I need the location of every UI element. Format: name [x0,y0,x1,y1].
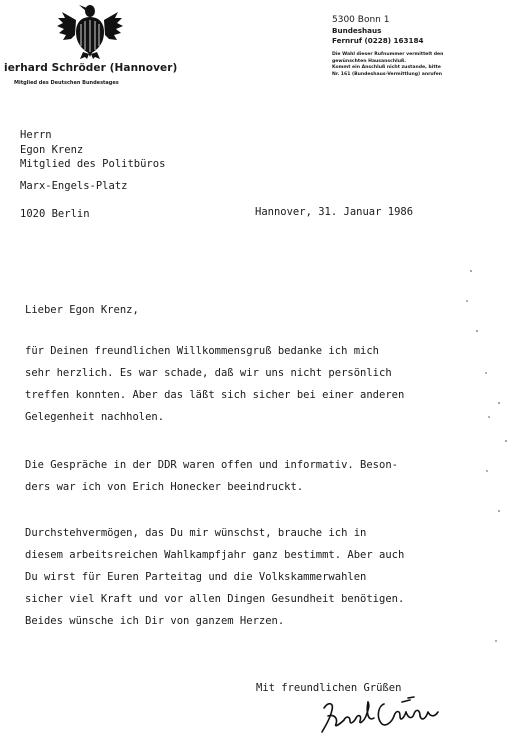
address-line: 5300 Bonn 1 [332,15,390,25]
body-line: für Deinen freundlichen Willkommensgruß bedanke ich mich [25,345,380,357]
scan-speck [498,402,500,404]
body-line: Beides wünsche ich Dir von ganzem Herzen. [25,615,285,627]
address-line: Fernruf (0228) 163184 [332,36,424,45]
body-paragraph [25,522,404,632]
address-note-line: Nr. 161 (Bundeshaus-Vermittlung) anrufen [332,71,443,77]
scan-speck [466,300,468,302]
body-line: Gelegenheit nachholen. [25,411,165,423]
body-line: sehr herzlich. Es war schade, daß wir uns nicht persönlich [25,367,392,379]
body-line: diesem arbeitsreichen Wahlkampfjahr ganz bestimmt. Aber auch [25,549,405,561]
recipient-city: 1020 Berlin [20,208,90,220]
scan-speck [470,270,472,272]
address-note-line: Kommt ein Anschluß nicht zustande, bitte [332,65,441,70]
recipient-salutation-line: Herrn [20,129,52,141]
address-line: Bundeshaus [332,26,382,35]
letter-date: Hannover, 31. Januar 1986 [255,206,414,218]
recipient-title: Mitglied des Politbüros [20,158,166,170]
letter-closing: Mit freundlichen Grüßen [256,682,402,694]
recipient-street: Marx-Engels-Platz [20,179,128,192]
recipient-address [20,128,165,222]
scan-speck [498,510,500,512]
address-note-line: Die Wahl dieser Rufnummer vermittelt den [332,52,444,57]
body-line: treffen konnten. Aber das läßt sich sicher bei einer anderen [25,389,405,401]
sender-address [332,14,507,78]
body-paragraph [25,454,398,498]
handwritten-signature-icon [318,694,458,736]
sender-role: Mitglied des Deutschen Bundestages [14,80,119,86]
body-paragraph [25,340,404,428]
address-note-line: gewünschten Hausanschluß. [332,58,407,64]
scan-speck [486,470,488,472]
federal-eagle-icon [56,2,124,60]
sender-name: ierhard Schröder (Hannover) [4,62,178,74]
body-line: Die Gespräche in der DDR waren offen und informativ. Beson- [25,459,398,471]
body-line: Du wirst für Euren Parteitag und die Volkskammerwahlen [25,571,367,583]
scan-speck [485,372,487,374]
scan-speck [488,416,490,418]
body-line: sicher viel Kraft und vor allen Dingen Gesundheit benötigen. [25,593,405,605]
body-line: ders war ich von Erich Honecker beeindruckt. [25,481,304,493]
scan-speck [495,640,497,642]
recipient-name: Egon Krenz [20,143,84,156]
address-note [332,52,507,78]
scan-speck [505,440,507,442]
scan-speck [476,330,478,332]
letter-salutation: Lieber Egon Krenz, [25,304,139,316]
body-line: Durchstehvermögen, das Du mir wünschst, brauche ich in [25,527,367,539]
